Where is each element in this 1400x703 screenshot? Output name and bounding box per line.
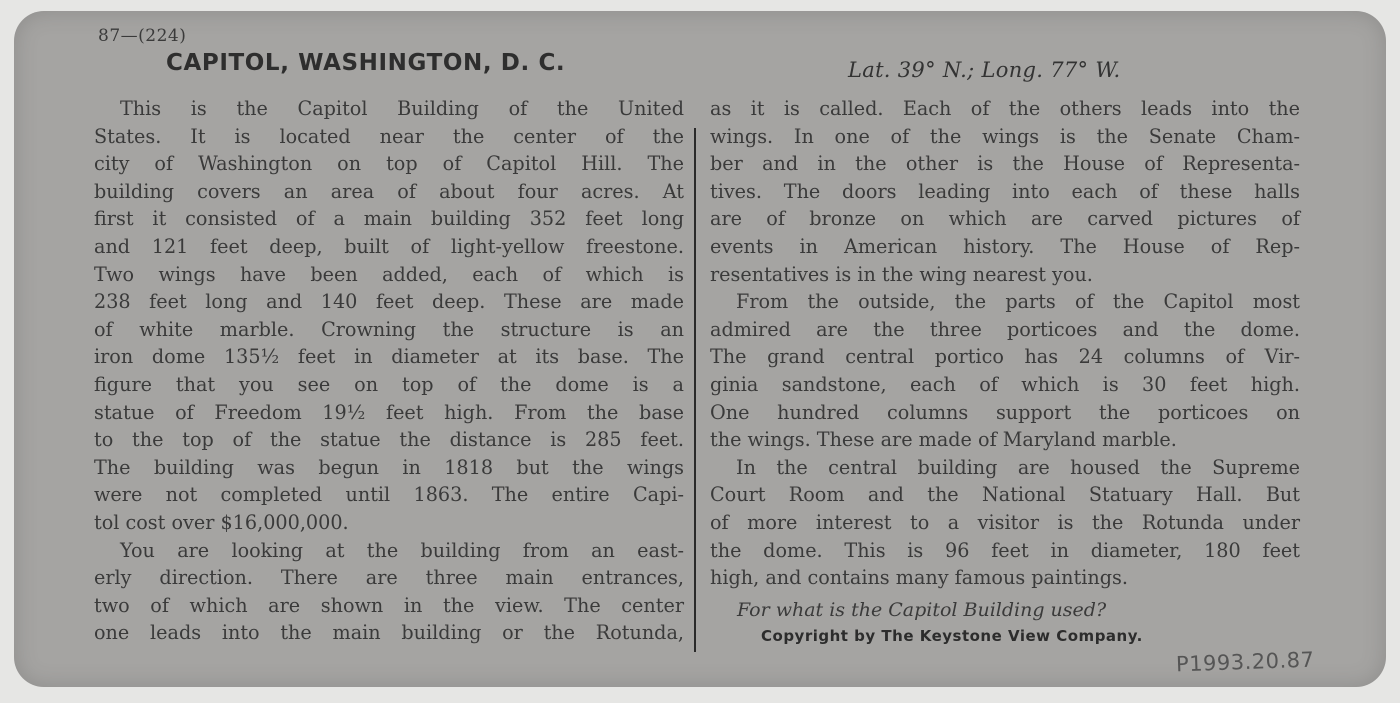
text-line: are of bronze on which are carved pictures of bbox=[710, 207, 1300, 231]
text-line: One hundred columns support the porticoes on bbox=[710, 400, 1300, 424]
text-line: tol cost over $16,000,000. bbox=[94, 510, 349, 534]
study-question: For what is the Capitol Building used? bbox=[737, 599, 1107, 621]
text-line: one leads into the main building or the Rotunda, bbox=[94, 621, 684, 645]
text-line: resentatives is in the wing nearest you. bbox=[710, 262, 1093, 286]
text-line: erly direction. There are three main entrances, bbox=[94, 566, 684, 590]
text-line: You are looking at the building from an east- bbox=[120, 538, 684, 562]
card-title: CAPITOL, WASHINGTON, D. C. bbox=[166, 50, 566, 76]
text-line: city of Washington on top of Capitol Hill. The bbox=[94, 152, 684, 176]
right-text-column bbox=[710, 95, 1300, 592]
text-line: figure that you see on top of the dome is a bbox=[94, 372, 684, 396]
text-line: wings. In one of the wings is the Senate Cham- bbox=[710, 124, 1300, 148]
left-text-column bbox=[94, 95, 684, 647]
text-line: high, and contains many famous paintings. bbox=[710, 566, 1128, 590]
text-line: the wings. These are made of Maryland marble. bbox=[710, 428, 1177, 452]
text-line: events in American history. The House of Rep- bbox=[710, 234, 1300, 258]
copyright-notice: Copyright by The Keystone View Company. bbox=[761, 627, 1143, 645]
column-divider bbox=[694, 128, 696, 652]
text-line: Court Room and the National Statuary Hall. But bbox=[710, 483, 1300, 507]
text-line: tives. The doors leading into each of these halls bbox=[710, 179, 1300, 203]
text-line: States. It is located near the center of the bbox=[94, 124, 684, 148]
text-line: the dome. This is 96 feet in diameter, 180 feet bbox=[710, 538, 1300, 562]
text-line: The building was begun in 1818 but the wings bbox=[94, 455, 684, 479]
text-line: ginia sandstone, each of which is 30 feet high. bbox=[710, 372, 1300, 396]
text-line: and 121 feet deep, built of light-yellow freestone. bbox=[94, 234, 684, 258]
catalog-number: 87—(224) bbox=[98, 26, 187, 46]
coordinates: Lat. 39° N.; Long. 77° W. bbox=[848, 58, 1121, 82]
text-line: of white marble. Crowning the structure is an bbox=[94, 317, 684, 341]
text-line: In the central building are housed the Supreme bbox=[736, 455, 1300, 479]
accession-number: P1993.20.87 bbox=[1175, 647, 1315, 677]
text-line: The grand central portico has 24 columns of Vir- bbox=[710, 345, 1300, 369]
text-line: first it consisted of a main building 352 feet long bbox=[94, 207, 684, 231]
text-line: This is the Capitol Building of the United bbox=[120, 97, 684, 120]
text-line: of more interest to a visitor is the Rotunda under bbox=[710, 510, 1300, 534]
text-line: Two wings have been added, each of which is bbox=[94, 262, 684, 286]
text-line: admired are the three porticoes and the dome. bbox=[710, 317, 1300, 341]
text-line: to the top of the statue the distance is 285 feet. bbox=[94, 428, 684, 452]
text-line: From the outside, the parts of the Capitol most bbox=[736, 290, 1300, 314]
text-line: iron dome 135½ feet in diameter at its base. The bbox=[94, 345, 684, 369]
text-line: ber and in the other is the House of Representa- bbox=[710, 152, 1300, 176]
text-line: as it is called. Each of the others leads into the bbox=[710, 97, 1300, 120]
text-line: two of which are shown in the view. The center bbox=[94, 593, 684, 617]
text-line: building covers an area of about four acres. At bbox=[94, 179, 684, 203]
text-line: were not completed until 1863. The entire Capi- bbox=[94, 483, 684, 507]
text-line: statue of Freedom 19½ feet high. From the base bbox=[94, 400, 684, 424]
text-line: 238 feet long and 140 feet deep. These are made bbox=[94, 290, 684, 314]
